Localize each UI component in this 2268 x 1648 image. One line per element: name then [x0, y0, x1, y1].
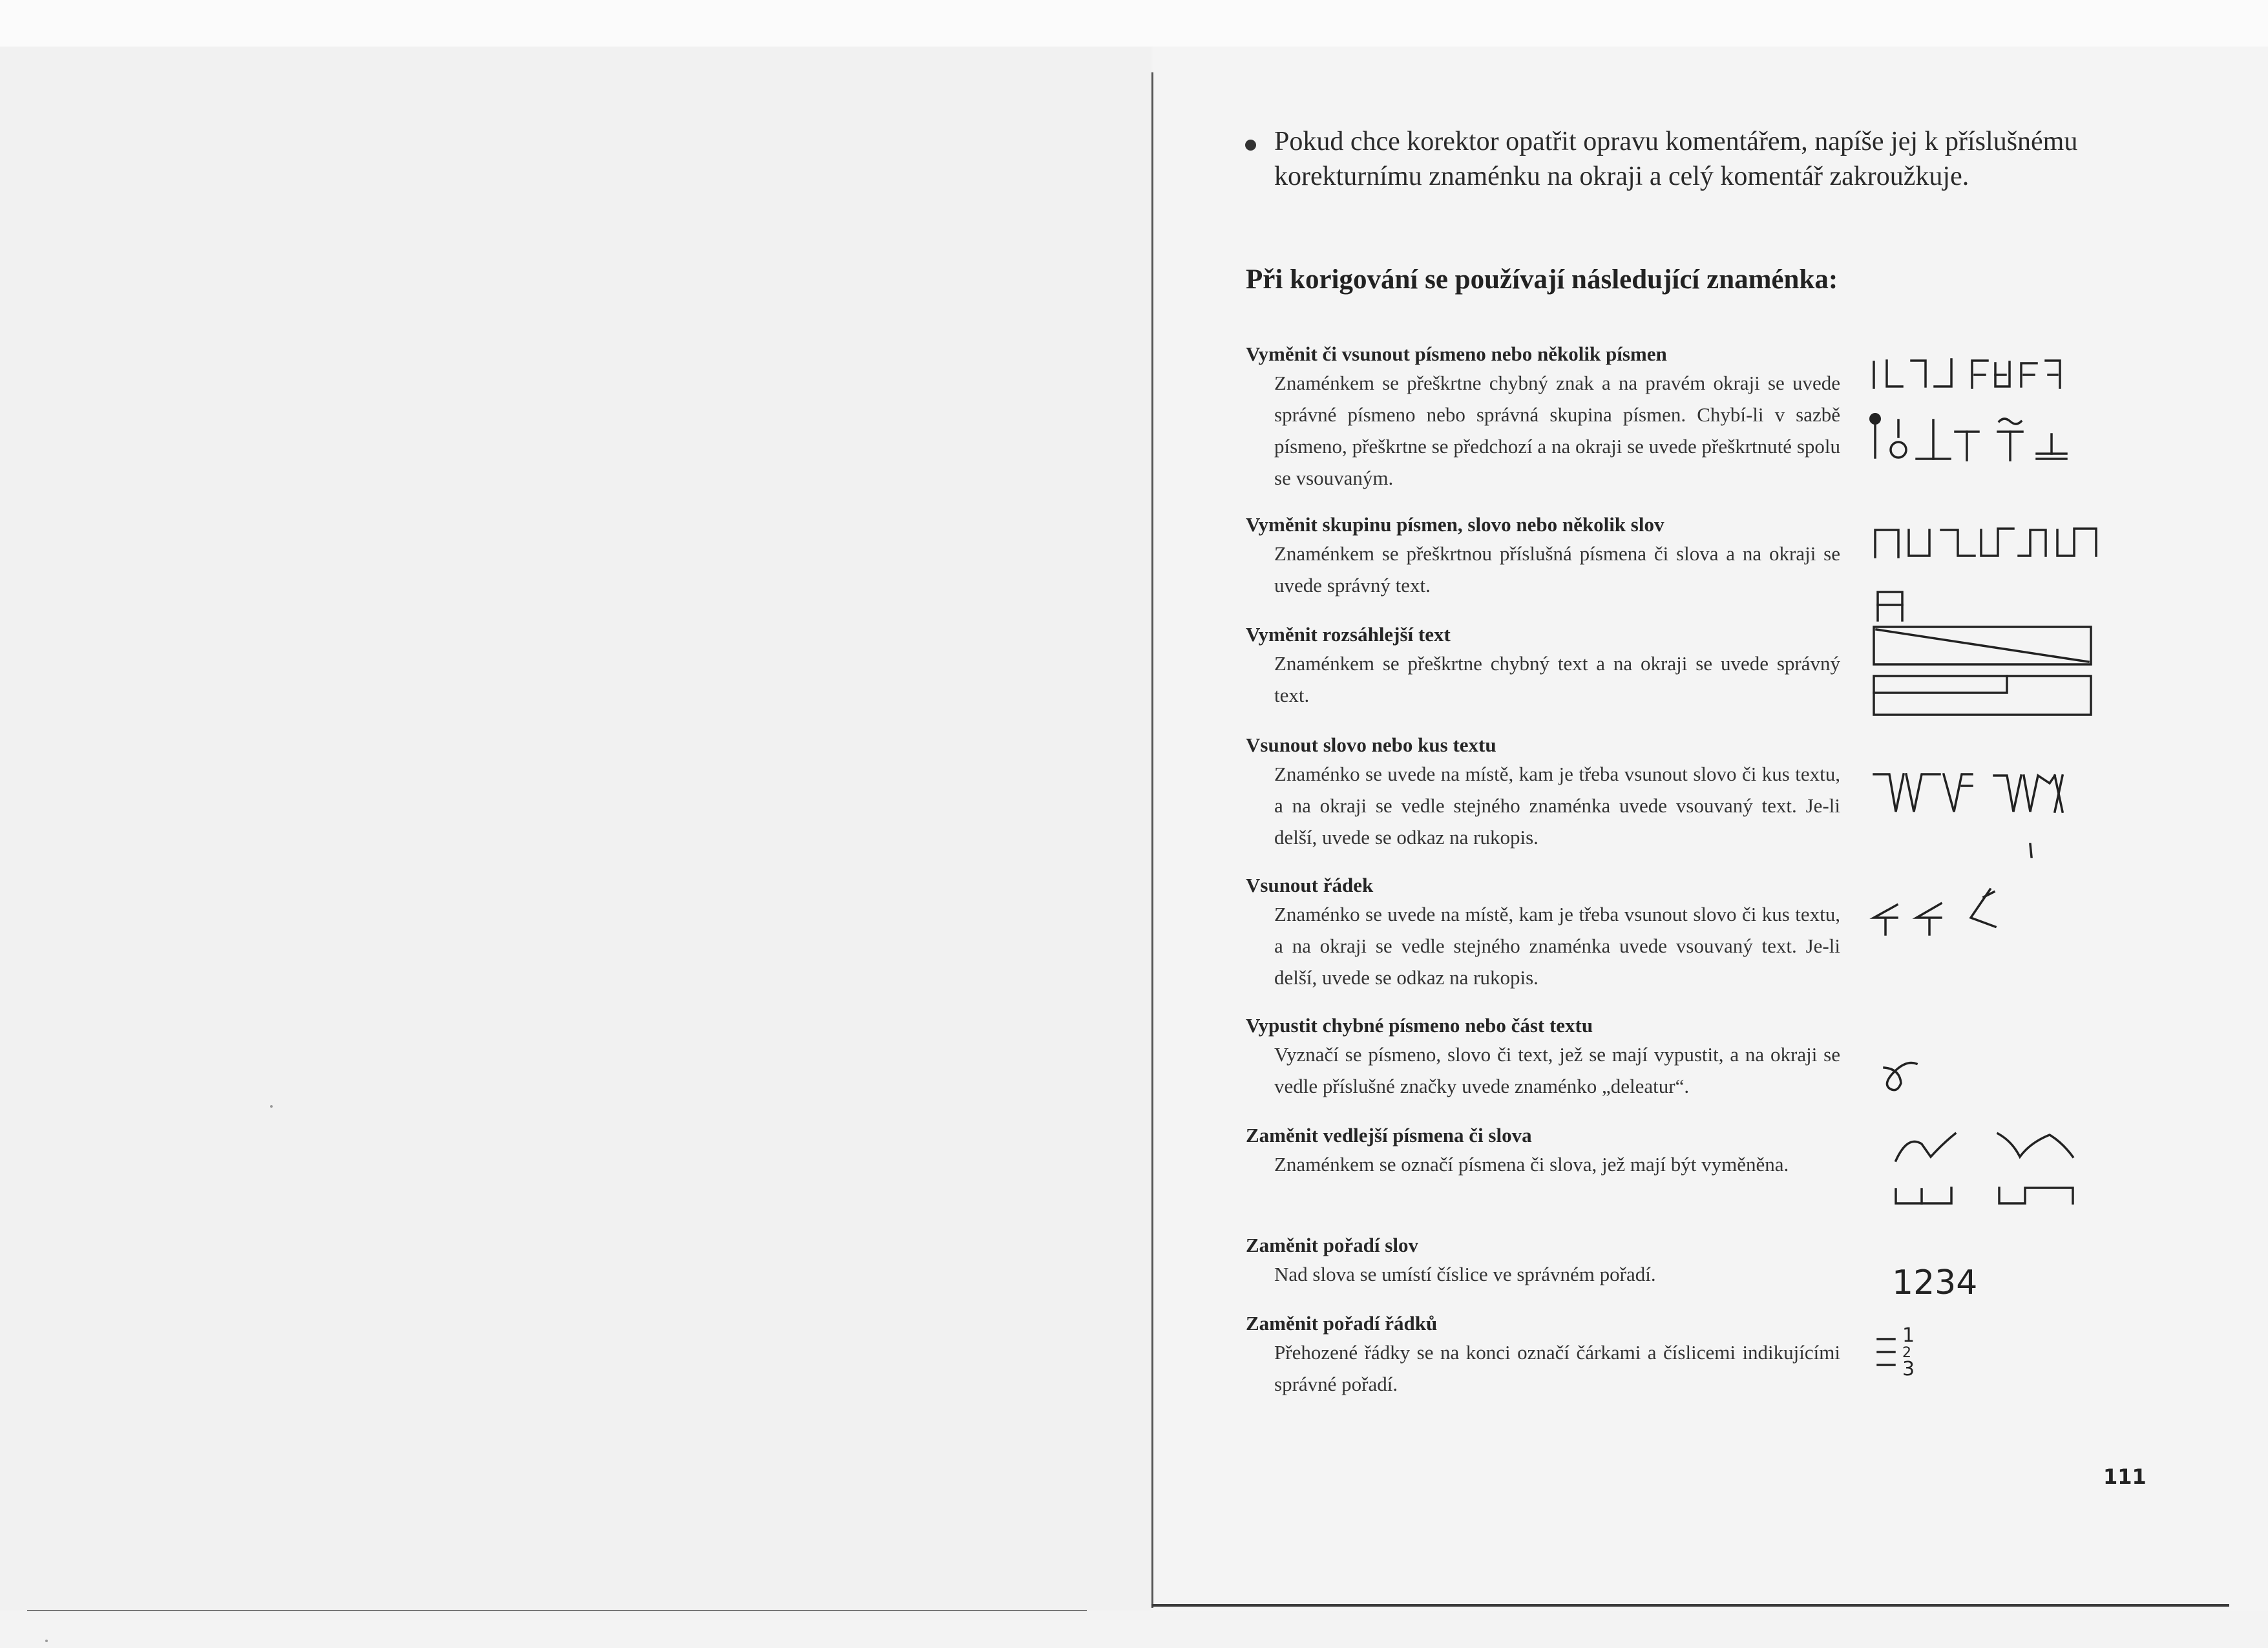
line-order-digit-1: 1: [1902, 1324, 1915, 1347]
text-insert-marks: [1874, 774, 2063, 857]
section-heading: Při korigování se používají následující znaménka:: [1246, 264, 1838, 295]
page-number: 111: [2103, 1464, 2147, 1489]
deleatur-mark: [1884, 1063, 1916, 1090]
right-page-bottom-edge: [1151, 1604, 2229, 1607]
scan-speck: [270, 1105, 273, 1108]
entry-title: Zaměnit vedlejší písmena či slova: [1246, 1124, 1532, 1146]
line-order-digit-2: 2: [1902, 1345, 1911, 1361]
entry-title: Vsunout slovo nebo kus textu: [1246, 734, 1496, 756]
entry-title: Zaměnit pořadí řádků: [1246, 1312, 1438, 1335]
entry-title: Zaměnit pořadí slov: [1246, 1234, 1418, 1256]
left-page-bottom-edge: [27, 1610, 1087, 1611]
word-order-digits-label: 1234: [1892, 1263, 1978, 1302]
entry-line-order: [1246, 1311, 1840, 1400]
line-order-marks: [1878, 1324, 1915, 1380]
scan-top-margin: [0, 0, 2268, 47]
text-replace-box-marks: [1874, 627, 2091, 715]
entry-description: Vyznačí se písmeno, slovo či text, jež se mají vypustit, a na okraji se vedle příslušné značky uvede znaménko „deleatur“.: [1274, 1043, 1840, 1097]
entry-description: Znaménkem se přeškrtne chybný text a na okraji se uvede správný text.: [1274, 652, 1840, 706]
entry-swap-adjacent: [1246, 1123, 1840, 1180]
entry-title: Vyměnit rozsáhlejší text: [1246, 623, 1451, 646]
entry-replace-words: [1246, 512, 1840, 601]
word-order-digits: [1892, 1263, 1977, 1302]
entry-title: Vsunout řádek: [1246, 874, 1374, 896]
swap-adjacent-marks: [1896, 1134, 2073, 1203]
bullet-text: Pokud chce korektor opatřit opravu komentářem, napíše jej k příslušnému korekturnímu znaménku na okraji a celý komentář zakroužkuje.: [1274, 127, 2078, 191]
entry-insert-line: [1246, 872, 1840, 993]
line-order-digit-3: 3: [1902, 1358, 1915, 1380]
entry-description: Znaménko se uvede na místě, kam je třeba vsunout slovo či kus textu, a na okraji se vedle stejného znaménka uvede vsouvaný text. Je-li delší, uvede se odkaz na rukopis.: [1274, 903, 1840, 989]
left-blank-page: [0, 47, 1151, 1611]
entry-description: Znaménko se uvede na místě, kam je třeba vsunout slovo či kus textu, a na okraji se vedle stejného znaménka uvede vsouvaný text. Je-li delší, uvede se odkaz na rukopis.: [1274, 763, 1840, 849]
bullet-point: [1245, 140, 1256, 151]
entry-replace-long-text: [1246, 622, 1840, 711]
entry-description: Znaménkem se přeškrtnou příslušná písmena či slova a na okraji se uvede správný text.: [1274, 542, 1840, 597]
entry-description: Přehozené řádky se na konci označí čárkami a číslicemi indikujícími správné pořadí.: [1274, 1341, 1840, 1395]
entry-insert-text: [1246, 732, 1840, 853]
entry-description: Znaménkem se označí písmena či slova, jež mají být vyměněna.: [1274, 1153, 1789, 1176]
letter-replace-marks: [1874, 359, 2060, 388]
entry-title: Vyměnit či vsunout písmeno nebo několik písmen: [1246, 343, 1667, 365]
entry-replace-letters: [1246, 341, 1840, 494]
scan-speck: [45, 1640, 48, 1642]
word-replace-marks: [1875, 529, 2096, 620]
entry-title: Vypustit chybné písmeno nebo část textu: [1246, 1014, 1593, 1037]
entry-delete: [1246, 1013, 1840, 1102]
entry-description: Znaménkem se přeškrtne chybný znak a na pravém okraji se uvede správné písmeno nebo správná skupina písmen. Chybí-li v sazbě písmeno, přeškrtne se předchozí a na okraji se uvede přeškrtnuté spolu se vsouvaným.: [1274, 372, 1840, 489]
entry-description: Nad slova se umístí číslice ve správném pořadí.: [1274, 1263, 1656, 1285]
proof-signs-column: [1861, 323, 2119, 1422]
entry-word-order: [1246, 1232, 1840, 1290]
page-fold-line: [1151, 72, 1153, 1608]
letter-insert-marks: [1869, 413, 2066, 460]
line-insert-marks: [1874, 889, 1995, 935]
entry-title: Vyměnit skupinu písmen, slovo nebo několik slov: [1246, 513, 1664, 536]
